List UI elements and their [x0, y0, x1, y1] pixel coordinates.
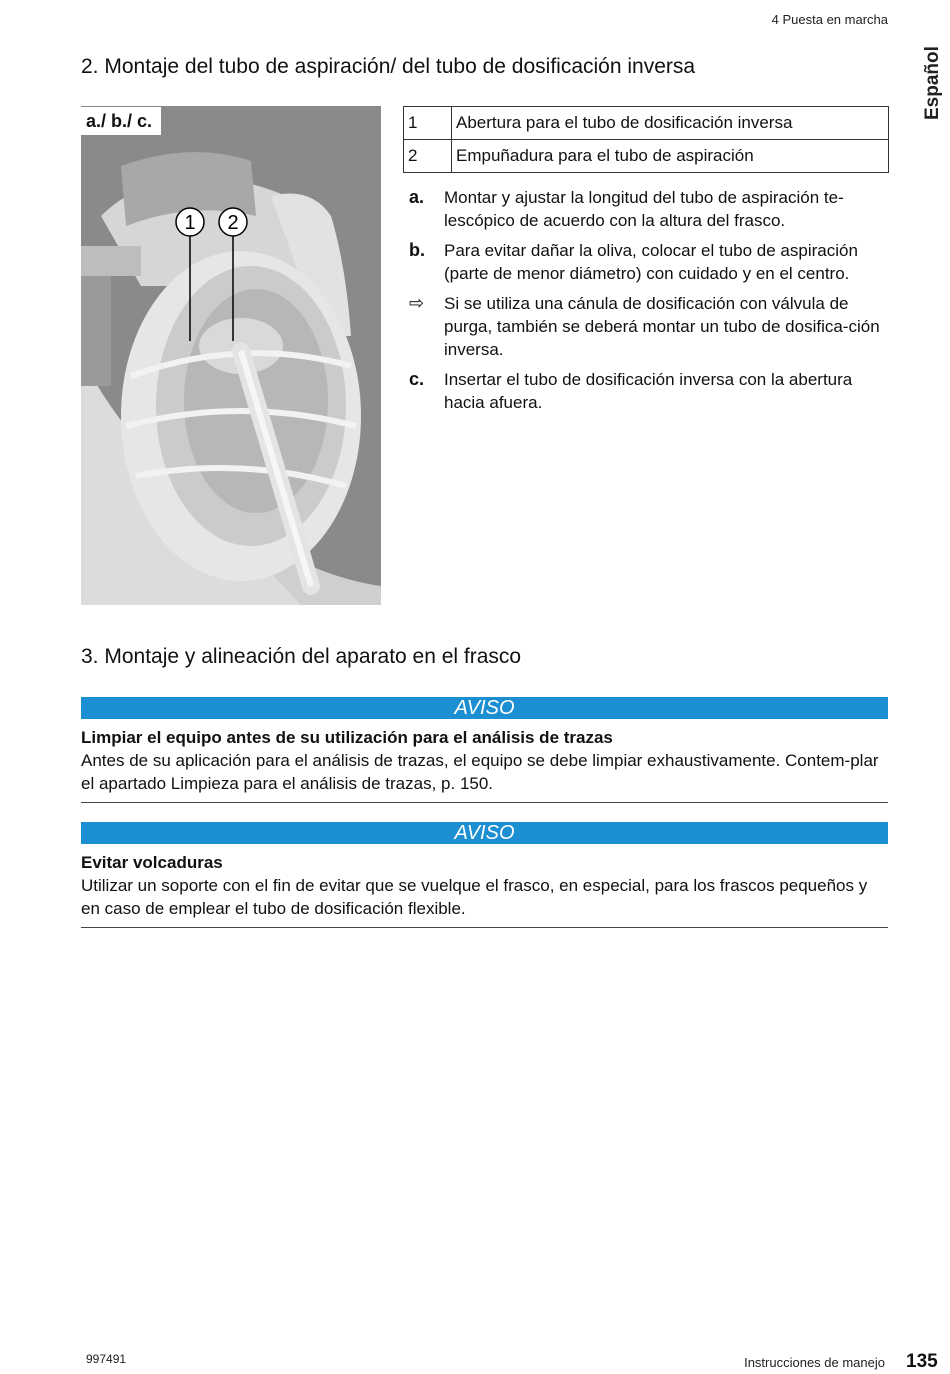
table-row	[404, 107, 889, 140]
assembly-photo-illustration	[81, 106, 381, 605]
notice-label: AVISO	[81, 697, 888, 719]
step-marker: a.	[409, 187, 425, 207]
notice-body: Utilizar un soporte con el fin de evitar que se vuelque el frasco, en especial, para los frascos pequeños y en caso de emplear el tubo de dosificación flexible.	[81, 876, 868, 918]
step-marker: b.	[409, 240, 425, 260]
step-marker: c.	[409, 369, 425, 389]
divider	[81, 927, 888, 928]
legend-num: 2	[404, 140, 452, 173]
notice-tipping	[81, 822, 888, 928]
chapter-header: 4 Puesta en marcha	[771, 12, 888, 27]
step-text: Insertar el tubo de dosificación inversa con la abertura hacia afuera.	[444, 370, 853, 412]
legend-text: Abertura para el tubo de dosificación inversa	[452, 107, 889, 140]
list-item	[409, 239, 889, 285]
step-text: Montar y ajustar la longitud del tubo de aspiración te-lescópico de acuerdo con la altura del frasco.	[444, 188, 844, 230]
callout-2: 2	[227, 212, 239, 234]
notice-body: Antes de su aplicación para el análisis de trazas, el equipo se debe limpiar exhaustivamente. Contem-plar el apartado Limpieza para el análisis de trazas, p. 150.	[81, 751, 879, 793]
step-text: Para evitar dañar la oliva, colocar el tubo de aspiración (parte de menor diámetro) con cuidado y en el centro.	[444, 241, 858, 283]
arrow-right-icon: ⇨	[409, 293, 425, 313]
notice-title: Limpiar el equipo antes de su utilización para el análisis de trazas	[81, 728, 613, 747]
assembly-photo	[81, 106, 381, 605]
legend-text: Empuñadura para el tubo de aspiración	[452, 140, 889, 173]
callout-1: 1	[184, 212, 196, 234]
list-item	[409, 186, 889, 232]
step-list	[409, 186, 889, 421]
doc-title: Instrucciones de manejo	[744, 1355, 885, 1370]
doc-number: 997491	[86, 1352, 127, 1366]
section-2-title: 2. Montaje del tubo de aspiración/ del tubo de dosificación inversa	[81, 55, 696, 78]
notice-cleaning	[81, 697, 888, 803]
legend-num: 1	[404, 107, 452, 140]
list-item	[409, 292, 889, 361]
legend-table	[403, 106, 889, 173]
page-number: 135	[906, 1351, 938, 1372]
photo-label: a./ b./ c.	[81, 107, 161, 135]
step-text: Si se utiliza una cánula de dosificación con válvula de purga, también se deberá montar un tubo de dosifica-ción inversa.	[444, 294, 880, 359]
section-3-title: 3. Montaje y alineación del aparato en el frasco	[81, 645, 522, 668]
table-row	[404, 140, 889, 173]
notice-label: AVISO	[81, 822, 888, 844]
notice-title: Evitar volcaduras	[81, 853, 223, 872]
divider	[81, 802, 888, 803]
language-tab: Español	[922, 46, 943, 120]
list-item	[409, 368, 889, 414]
